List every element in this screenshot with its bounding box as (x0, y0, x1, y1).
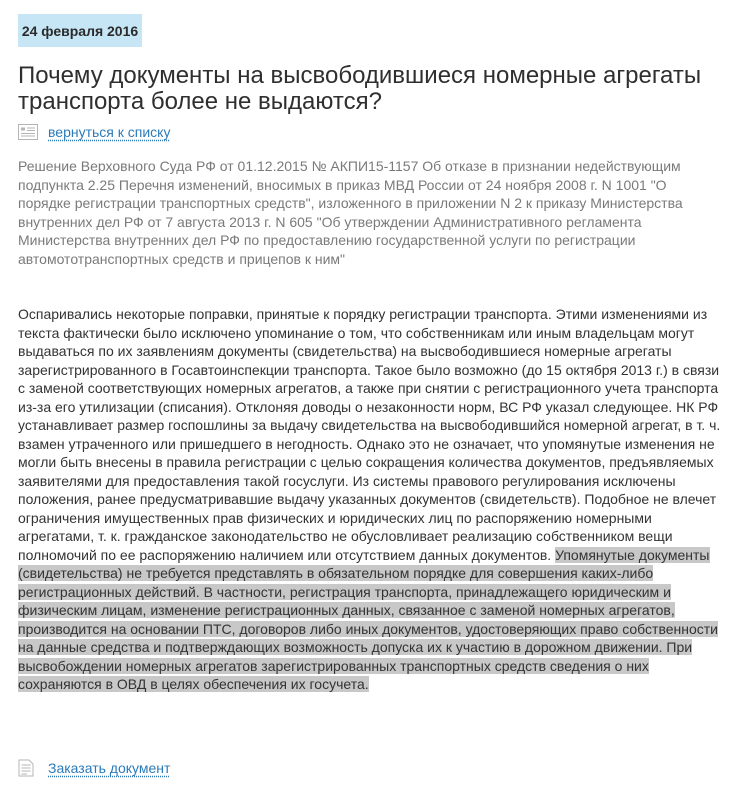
body-plain-text: Оспаривались некоторые поправки, принятые к порядку регистрации транспорта. Этими изменениями из текста фактически было исключено упоминание о том, что собственникам или иным владельцам могут выдаваться по их заявлениям документы (свидетельства) на высвободившиеся номерные агрегаты зарегистрированного в Госавтоинспекции транспорта. Такое было возможно (до 15 октября 2013 г.) в связи с заменой соответствующих номерных агрегатов, а также при снятии с регистрационного учета транспорта из-за его утилизации (списания). Отклоняя доводы о незаконности норм, ВС РФ указал следующее. НК РФ устанавливает размер госпошлины за выдачу свидетельства на высвободившийся номерной агрегат, в т. ч. взамен утраченного или пришедшего в негодность. Однако это не означает, что упомянутые изменения не могли быть внесены в правила регистрации с целью сокращения количества документов, предъявляемых заявителями для предоставления такой госуслуги. Из системы правового регулирования исключены положения, ранее предусматривавшие выдачу указанных документов (свидетельств). Подобное не влечет ограничения имущественных прав физических и юридических лиц по распоряжению номерными агрегатами, т. к. гражданское законодательство не обусловливает реализацию собственником вещи полномочий по ее распоряжению наличием или отсутствием данных документов. (18, 306, 721, 563)
decision-meta: Решение Верховного Суда РФ от 01.12.2015 № АКПИ15-1157 Об отказе в признании недействующим подпункта 2.25 Перечня изменений, вносимых в приказ МВД России от 24 ноября 2008 г. N 1001 "О порядке регистрации транспортных средств", изложенного в приложении N 2 к приказу Министерства внутренних дел РФ от 7 августа 2013 г. N 605 "Об утверждении Административного регламента Министерства внутренних дел РФ по предоставлению государственной услуги по регистрации автомототранспортных средств и прицепов к ним" (18, 158, 683, 267)
order-document-link[interactable]: Заказать документ (48, 760, 171, 776)
article-body (18, 305, 723, 694)
back-to-list-link[interactable]: вернуться к списку (48, 124, 171, 140)
date-badge: 24 февраля 2016 (18, 14, 142, 47)
document-icon (18, 759, 34, 777)
order-document-row[interactable] (18, 759, 170, 777)
back-link-row[interactable] (18, 124, 170, 140)
article-title: Почему документы на высвободившиеся номерные агрегаты транспорта более не выдаются? (18, 62, 702, 115)
body-highlighted-text: Упомянутые документы (свидетельства) не требуется представлять в обязательном порядке для совершения каких-либо регистрационных действий. В частности, регистрация транспорта, принадлежащего юридическим и физическим лицам, изменение регистрационных данных, связанное с заменой номерных агрегатов, производится на основании ПТС, договоров либо иных документов, удостоверяющих право собственности на данные средства и подтверждающих возможность допуска их к участию в дорожном движении. При высвобождении номерных агрегатов зарегистрированных транспортных средств сведения о них сохраняются в ОВД в целях обеспечения их госучета. (18, 546, 718, 692)
list-icon (18, 124, 38, 140)
